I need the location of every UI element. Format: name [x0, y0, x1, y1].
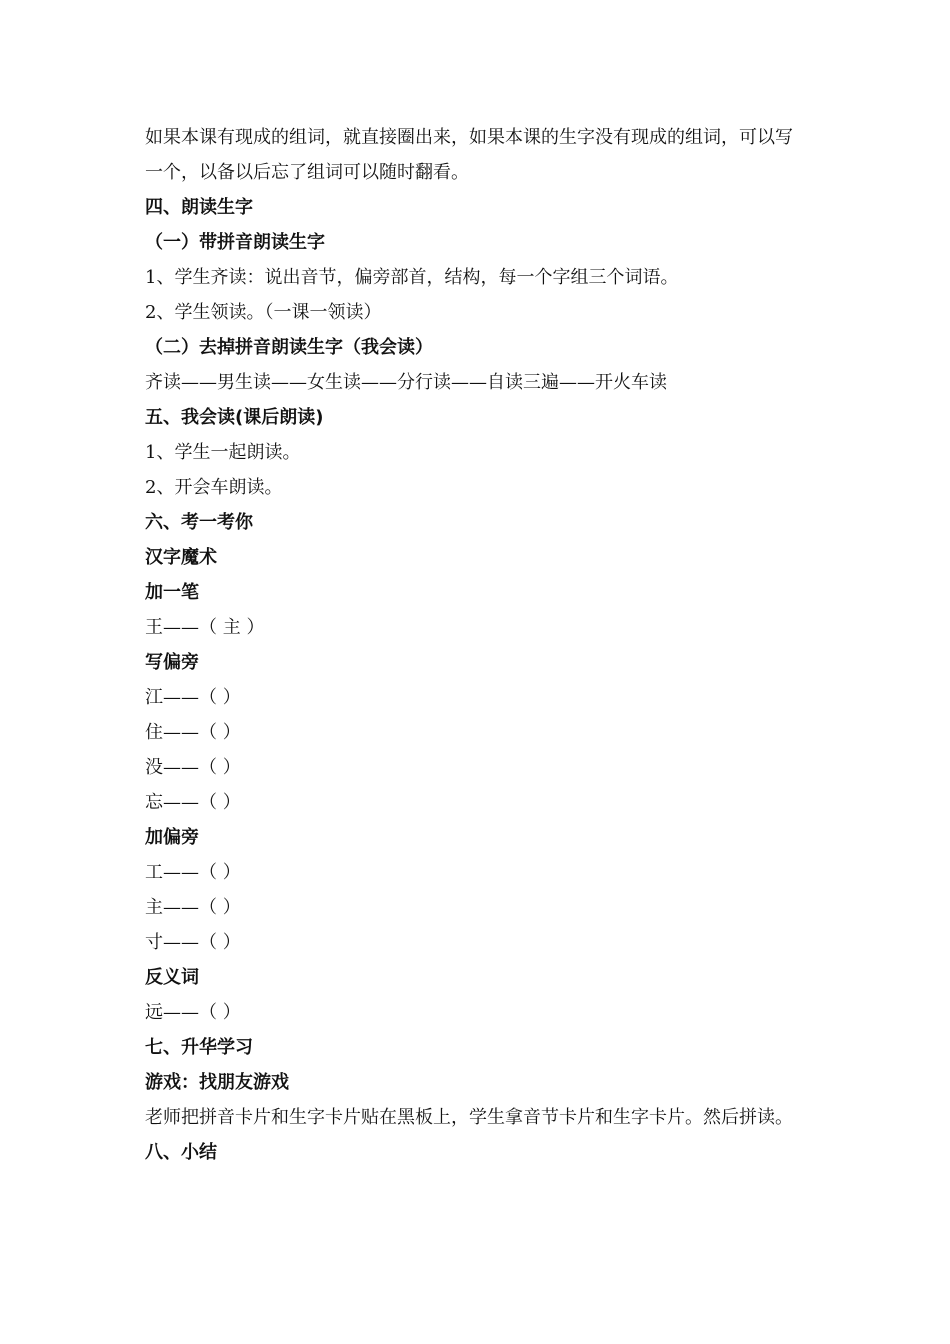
write-radical-exercise: 没——（ ）	[145, 757, 241, 778]
game-description: 老师把拼音卡片和生字卡片贴在黑板上，学生拿音节卡片和生字卡片。然后拼读。	[145, 1107, 793, 1128]
section-5-item-1: 1、学生一起朗读。	[145, 442, 301, 463]
add-radical-exercise: 寸——（ ）	[145, 932, 241, 953]
section-7-heading: 七、升华学习	[145, 1037, 253, 1058]
reading-flow: 齐读——男生读——女生读——分行读——自读三遍——开火车读	[145, 372, 667, 393]
section-4-subheading-2: （二）去掉拼音朗读生字（我会读）	[145, 337, 433, 358]
section-4-item-2: 2、学生领读。（一课一领读）	[145, 302, 382, 323]
write-radical-exercise: 忘——（ ）	[145, 792, 241, 813]
write-radical-exercise: 住——（ ）	[145, 722, 241, 743]
add-stroke-heading: 加一笔	[145, 582, 199, 603]
game-heading: 游戏：找朋友游戏	[145, 1072, 289, 1093]
section-4-subheading-1: （一）带拼音朗读生字	[145, 232, 325, 253]
section-4-heading: 四、朗读生字	[145, 197, 253, 218]
document-body	[145, 120, 810, 1170]
section-6-heading: 六、考一考你	[145, 512, 253, 533]
section-5-heading: 五、我会读(课后朗读)	[145, 407, 324, 428]
section-5-item-2: 2、开会车朗读。	[145, 477, 283, 498]
write-radical-exercise: 江——（ ）	[145, 687, 241, 708]
add-radical-heading: 加偏旁	[145, 827, 199, 848]
section-4-item-1: 1、学生齐读：说出音节，偏旁部首，结构，每一个字组三个词语。	[145, 267, 679, 288]
add-radical-exercise: 工——（ ）	[145, 862, 241, 883]
character-magic-heading: 汉字魔术	[145, 547, 217, 568]
write-radical-heading: 写偏旁	[145, 652, 199, 673]
intro-paragraph: 如果本课有现成的组词，就直接圈出来，如果本课的生字没有现成的组词，可以写一个，以备以后忘了组词可以随时翻看。	[145, 127, 793, 183]
antonym-exercise: 远——（ ）	[145, 1002, 241, 1023]
antonym-heading: 反义词	[145, 967, 199, 988]
add-radical-exercise: 主——（ ）	[145, 897, 241, 918]
add-stroke-exercise: 王——（ 主 ）	[145, 617, 265, 638]
section-8-heading: 八、小结	[145, 1142, 217, 1163]
